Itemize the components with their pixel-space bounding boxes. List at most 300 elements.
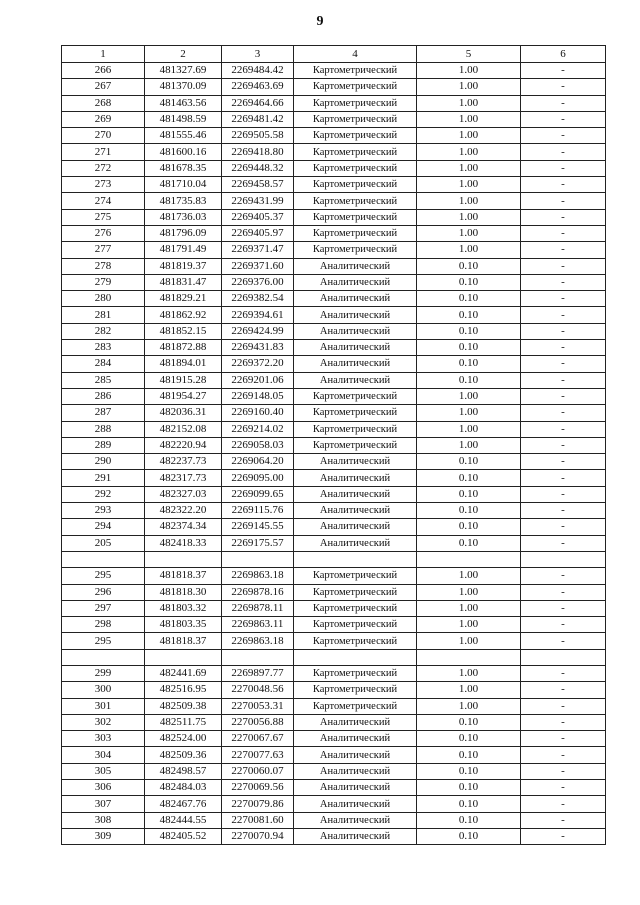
x-coordinate-cell: 482498.57 — [145, 763, 222, 779]
accuracy-cell: 0.10 — [417, 763, 521, 779]
point-number-cell: 290 — [62, 454, 145, 470]
method-cell: Аналитический — [294, 747, 417, 763]
method-cell: Аналитический — [294, 812, 417, 828]
note-cell: - — [521, 698, 606, 714]
note-cell: - — [521, 160, 606, 176]
x-coordinate-cell: 481831.47 — [145, 274, 222, 290]
table-row — [62, 128, 606, 144]
x-coordinate-cell: 481818.30 — [145, 584, 222, 600]
y-coordinate-cell: 2269431.83 — [222, 340, 294, 356]
method-cell: Картометрический — [294, 584, 417, 600]
table-row — [62, 95, 606, 111]
empty-cell — [521, 551, 606, 567]
table-row — [62, 258, 606, 274]
method-cell: Картометрический — [294, 177, 417, 193]
note-cell: - — [521, 633, 606, 649]
table-row — [62, 617, 606, 633]
point-number-cell: 286 — [62, 388, 145, 404]
table-row — [62, 437, 606, 453]
method-cell: Картометрический — [294, 633, 417, 649]
method-cell: Аналитический — [294, 503, 417, 519]
method-cell: Аналитический — [294, 470, 417, 486]
method-cell: Аналитический — [294, 780, 417, 796]
note-cell: - — [521, 242, 606, 258]
x-coordinate-cell: 482317.73 — [145, 470, 222, 486]
accuracy-cell: 0.10 — [417, 258, 521, 274]
method-cell: Аналитический — [294, 535, 417, 551]
x-coordinate-cell: 481954.27 — [145, 388, 222, 404]
accuracy-cell: 1.00 — [417, 584, 521, 600]
empty-cell — [417, 551, 521, 567]
empty-cell — [145, 649, 222, 665]
method-cell: Картометрический — [294, 160, 417, 176]
point-number-cell: 288 — [62, 421, 145, 437]
point-number-cell: 309 — [62, 828, 145, 844]
method-cell: Картометрический — [294, 193, 417, 209]
accuracy-cell: 1.00 — [417, 225, 521, 241]
accuracy-cell: 0.10 — [417, 291, 521, 307]
table-row — [62, 486, 606, 502]
table-row — [62, 796, 606, 812]
y-coordinate-cell: 2269481.42 — [222, 111, 294, 127]
accuracy-cell: 1.00 — [417, 160, 521, 176]
method-cell: Картометрический — [294, 665, 417, 681]
empty-cell — [62, 551, 145, 567]
method-cell: Картометрический — [294, 437, 417, 453]
accuracy-cell: 1.00 — [417, 128, 521, 144]
method-cell: Картометрический — [294, 682, 417, 698]
accuracy-cell: 0.10 — [417, 519, 521, 535]
accuracy-cell: 0.10 — [417, 323, 521, 339]
table-row — [62, 470, 606, 486]
table-row — [62, 535, 606, 551]
note-cell: - — [521, 437, 606, 453]
method-cell: Аналитический — [294, 307, 417, 323]
note-cell: - — [521, 79, 606, 95]
note-cell: - — [521, 454, 606, 470]
y-coordinate-cell: 2269175.57 — [222, 535, 294, 551]
method-cell: Картометрический — [294, 617, 417, 633]
point-number-cell: 205 — [62, 535, 145, 551]
accuracy-cell: 1.00 — [417, 437, 521, 453]
method-cell: Аналитический — [294, 372, 417, 388]
x-coordinate-cell: 481818.37 — [145, 568, 222, 584]
note-cell: - — [521, 388, 606, 404]
method-cell: Картометрический — [294, 405, 417, 421]
table-header-row — [62, 46, 606, 63]
x-coordinate-cell: 481818.37 — [145, 633, 222, 649]
y-coordinate-cell: 2269897.77 — [222, 665, 294, 681]
table-row — [62, 519, 606, 535]
y-coordinate-cell: 2269405.37 — [222, 209, 294, 225]
accuracy-cell: 1.00 — [417, 111, 521, 127]
table-row — [62, 144, 606, 160]
method-cell: Картометрический — [294, 421, 417, 437]
accuracy-cell: 0.10 — [417, 828, 521, 844]
empty-cell — [417, 649, 521, 665]
x-coordinate-cell: 481819.37 — [145, 258, 222, 274]
x-coordinate-cell: 482444.55 — [145, 812, 222, 828]
table-row — [62, 421, 606, 437]
table-row — [62, 763, 606, 779]
y-coordinate-cell: 2269878.16 — [222, 584, 294, 600]
y-coordinate-cell: 2269464.66 — [222, 95, 294, 111]
x-coordinate-cell: 481555.46 — [145, 128, 222, 144]
x-coordinate-cell: 482511.75 — [145, 714, 222, 730]
x-coordinate-cell: 482322.20 — [145, 503, 222, 519]
empty-cell — [521, 649, 606, 665]
note-cell: - — [521, 372, 606, 388]
accuracy-cell: 1.00 — [417, 144, 521, 160]
accuracy-cell: 1.00 — [417, 600, 521, 616]
x-coordinate-cell: 481498.59 — [145, 111, 222, 127]
point-number-cell: 274 — [62, 193, 145, 209]
x-coordinate-cell: 481852.15 — [145, 323, 222, 339]
note-cell: - — [521, 421, 606, 437]
method-cell: Аналитический — [294, 258, 417, 274]
note-cell: - — [521, 225, 606, 241]
table-row — [62, 503, 606, 519]
method-cell: Аналитический — [294, 714, 417, 730]
method-cell: Аналитический — [294, 356, 417, 372]
accuracy-cell: 1.00 — [417, 665, 521, 681]
accuracy-cell: 1.00 — [417, 682, 521, 698]
point-number-cell: 301 — [62, 698, 145, 714]
accuracy-cell: 1.00 — [417, 177, 521, 193]
method-cell: Картометрический — [294, 111, 417, 127]
point-number-cell: 300 — [62, 682, 145, 698]
table-row — [62, 177, 606, 193]
point-number-cell: 306 — [62, 780, 145, 796]
y-coordinate-cell: 2269372.20 — [222, 356, 294, 372]
x-coordinate-cell: 482374.34 — [145, 519, 222, 535]
table-body — [62, 63, 606, 845]
empty-cell — [222, 649, 294, 665]
note-cell: - — [521, 307, 606, 323]
table-row — [62, 340, 606, 356]
y-coordinate-cell: 2269148.05 — [222, 388, 294, 404]
y-coordinate-cell: 2269863.18 — [222, 633, 294, 649]
accuracy-cell: 1.00 — [417, 388, 521, 404]
point-number-cell: 291 — [62, 470, 145, 486]
point-number-cell: 304 — [62, 747, 145, 763]
x-coordinate-cell: 482509.36 — [145, 747, 222, 763]
method-cell: Картометрический — [294, 128, 417, 144]
y-coordinate-cell: 2269424.99 — [222, 323, 294, 339]
group-separator-row — [62, 551, 606, 567]
x-coordinate-cell: 481872.88 — [145, 340, 222, 356]
point-number-cell: 303 — [62, 731, 145, 747]
point-number-cell: 295 — [62, 568, 145, 584]
accuracy-cell: 1.00 — [417, 95, 521, 111]
y-coordinate-cell: 2269863.18 — [222, 568, 294, 584]
column-header: 6 — [521, 46, 606, 63]
column-header: 3 — [222, 46, 294, 63]
note-cell: - — [521, 274, 606, 290]
accuracy-cell: 1.00 — [417, 79, 521, 95]
point-number-cell: 289 — [62, 437, 145, 453]
point-number-cell: 282 — [62, 323, 145, 339]
x-coordinate-cell: 481370.09 — [145, 79, 222, 95]
method-cell: Картометрический — [294, 225, 417, 241]
note-cell: - — [521, 111, 606, 127]
group-separator-row — [62, 649, 606, 665]
accuracy-cell: 0.10 — [417, 812, 521, 828]
table-row — [62, 323, 606, 339]
table-row — [62, 291, 606, 307]
x-coordinate-cell: 481862.92 — [145, 307, 222, 323]
x-coordinate-cell: 482467.76 — [145, 796, 222, 812]
table-row — [62, 242, 606, 258]
point-number-cell: 307 — [62, 796, 145, 812]
point-number-cell: 276 — [62, 225, 145, 241]
column-header: 5 — [417, 46, 521, 63]
note-cell: - — [521, 600, 606, 616]
point-number-cell: 284 — [62, 356, 145, 372]
table-row — [62, 665, 606, 681]
note-cell: - — [521, 128, 606, 144]
method-cell: Картометрический — [294, 144, 417, 160]
y-coordinate-cell: 2269394.61 — [222, 307, 294, 323]
accuracy-cell: 1.00 — [417, 568, 521, 584]
table-row — [62, 731, 606, 747]
y-coordinate-cell: 2270056.88 — [222, 714, 294, 730]
accuracy-cell: 0.10 — [417, 714, 521, 730]
accuracy-cell: 0.10 — [417, 535, 521, 551]
table-row — [62, 79, 606, 95]
y-coordinate-cell: 2269505.58 — [222, 128, 294, 144]
y-coordinate-cell: 2269214.02 — [222, 421, 294, 437]
point-number-cell: 281 — [62, 307, 145, 323]
accuracy-cell: 1.00 — [417, 698, 521, 714]
point-number-cell: 308 — [62, 812, 145, 828]
note-cell: - — [521, 682, 606, 698]
x-coordinate-cell: 482441.69 — [145, 665, 222, 681]
y-coordinate-cell: 2270053.31 — [222, 698, 294, 714]
y-coordinate-cell: 2269878.11 — [222, 600, 294, 616]
method-cell: Аналитический — [294, 274, 417, 290]
empty-cell — [62, 649, 145, 665]
note-cell: - — [521, 584, 606, 600]
y-coordinate-cell: 2269484.42 — [222, 63, 294, 79]
point-number-cell: 297 — [62, 600, 145, 616]
note-cell: - — [521, 828, 606, 844]
x-coordinate-cell: 482418.33 — [145, 535, 222, 551]
note-cell: - — [521, 763, 606, 779]
note-cell: - — [521, 63, 606, 79]
x-coordinate-cell: 482509.38 — [145, 698, 222, 714]
table-row — [62, 193, 606, 209]
method-cell: Аналитический — [294, 731, 417, 747]
point-number-cell: 292 — [62, 486, 145, 502]
x-coordinate-cell: 481894.01 — [145, 356, 222, 372]
y-coordinate-cell: 2270069.56 — [222, 780, 294, 796]
x-coordinate-cell: 482327.03 — [145, 486, 222, 502]
note-cell: - — [521, 780, 606, 796]
method-cell: Картометрический — [294, 95, 417, 111]
method-cell: Аналитический — [294, 486, 417, 502]
note-cell: - — [521, 665, 606, 681]
point-number-cell: 271 — [62, 144, 145, 160]
accuracy-cell: 1.00 — [417, 193, 521, 209]
note-cell: - — [521, 731, 606, 747]
x-coordinate-cell: 482036.31 — [145, 405, 222, 421]
method-cell: Аналитический — [294, 340, 417, 356]
table-row — [62, 568, 606, 584]
point-number-cell: 280 — [62, 291, 145, 307]
y-coordinate-cell: 2269371.47 — [222, 242, 294, 258]
table-row — [62, 356, 606, 372]
accuracy-cell: 0.10 — [417, 340, 521, 356]
y-coordinate-cell: 2269418.80 — [222, 144, 294, 160]
y-coordinate-cell: 2270060.07 — [222, 763, 294, 779]
table-row — [62, 225, 606, 241]
column-header: 4 — [294, 46, 417, 63]
point-number-cell: 278 — [62, 258, 145, 274]
x-coordinate-cell: 482484.03 — [145, 780, 222, 796]
point-number-cell: 293 — [62, 503, 145, 519]
note-cell: - — [521, 714, 606, 730]
point-number-cell: 299 — [62, 665, 145, 681]
point-number-cell: 275 — [62, 209, 145, 225]
accuracy-cell: 0.10 — [417, 503, 521, 519]
method-cell: Картометрический — [294, 698, 417, 714]
method-cell: Картометрический — [294, 242, 417, 258]
y-coordinate-cell: 2269145.55 — [222, 519, 294, 535]
note-cell: - — [521, 323, 606, 339]
method-cell: Аналитический — [294, 519, 417, 535]
note-cell: - — [521, 796, 606, 812]
y-coordinate-cell: 2269371.60 — [222, 258, 294, 274]
note-cell: - — [521, 470, 606, 486]
table-row — [62, 780, 606, 796]
point-number-cell: 287 — [62, 405, 145, 421]
point-number-cell: 298 — [62, 617, 145, 633]
table-row — [62, 405, 606, 421]
method-cell: Аналитический — [294, 291, 417, 307]
method-cell: Картометрический — [294, 568, 417, 584]
x-coordinate-cell: 481803.32 — [145, 600, 222, 616]
x-coordinate-cell: 481710.04 — [145, 177, 222, 193]
note-cell: - — [521, 144, 606, 160]
y-coordinate-cell: 2269431.99 — [222, 193, 294, 209]
table-row — [62, 682, 606, 698]
accuracy-cell: 0.10 — [417, 486, 521, 502]
method-cell: Аналитический — [294, 828, 417, 844]
accuracy-cell: 1.00 — [417, 633, 521, 649]
y-coordinate-cell: 2269448.32 — [222, 160, 294, 176]
x-coordinate-cell: 482237.73 — [145, 454, 222, 470]
y-coordinate-cell: 2269115.76 — [222, 503, 294, 519]
point-number-cell: 273 — [62, 177, 145, 193]
coordinates-table — [61, 45, 606, 845]
note-cell: - — [521, 519, 606, 535]
table-row — [62, 372, 606, 388]
column-header: 2 — [145, 46, 222, 63]
note-cell: - — [521, 486, 606, 502]
point-number-cell: 267 — [62, 79, 145, 95]
x-coordinate-cell: 481678.35 — [145, 160, 222, 176]
accuracy-cell: 0.10 — [417, 307, 521, 323]
accuracy-cell: 1.00 — [417, 242, 521, 258]
table-row — [62, 307, 606, 323]
empty-cell — [294, 551, 417, 567]
accuracy-cell: 0.10 — [417, 731, 521, 747]
method-cell: Картометрический — [294, 388, 417, 404]
note-cell: - — [521, 209, 606, 225]
x-coordinate-cell: 481803.35 — [145, 617, 222, 633]
y-coordinate-cell: 2269463.69 — [222, 79, 294, 95]
table-row — [62, 828, 606, 844]
accuracy-cell: 1.00 — [417, 421, 521, 437]
y-coordinate-cell: 2270081.60 — [222, 812, 294, 828]
note-cell: - — [521, 340, 606, 356]
y-coordinate-cell: 2269095.00 — [222, 470, 294, 486]
y-coordinate-cell: 2269405.97 — [222, 225, 294, 241]
note-cell: - — [521, 503, 606, 519]
x-coordinate-cell: 481791.49 — [145, 242, 222, 258]
method-cell: Картометрический — [294, 63, 417, 79]
table-row — [62, 600, 606, 616]
point-number-cell: 285 — [62, 372, 145, 388]
point-number-cell: 294 — [62, 519, 145, 535]
point-number-cell: 296 — [62, 584, 145, 600]
method-cell: Аналитический — [294, 796, 417, 812]
table-row — [62, 698, 606, 714]
x-coordinate-cell: 481829.21 — [145, 291, 222, 307]
note-cell: - — [521, 177, 606, 193]
x-coordinate-cell: 481915.28 — [145, 372, 222, 388]
x-coordinate-cell: 482220.94 — [145, 437, 222, 453]
y-coordinate-cell: 2269458.57 — [222, 177, 294, 193]
point-number-cell: 266 — [62, 63, 145, 79]
table-row — [62, 111, 606, 127]
y-coordinate-cell: 2269863.11 — [222, 617, 294, 633]
accuracy-cell: 0.10 — [417, 780, 521, 796]
accuracy-cell: 0.10 — [417, 274, 521, 290]
x-coordinate-cell: 481736.03 — [145, 209, 222, 225]
accuracy-cell: 1.00 — [417, 209, 521, 225]
table-row — [62, 388, 606, 404]
table-row — [62, 209, 606, 225]
table-row — [62, 714, 606, 730]
y-coordinate-cell: 2269058.03 — [222, 437, 294, 453]
empty-cell — [294, 649, 417, 665]
x-coordinate-cell: 482152.08 — [145, 421, 222, 437]
y-coordinate-cell: 2270077.63 — [222, 747, 294, 763]
note-cell: - — [521, 356, 606, 372]
table-row — [62, 584, 606, 600]
accuracy-cell: 0.10 — [417, 454, 521, 470]
table-row — [62, 454, 606, 470]
note-cell: - — [521, 95, 606, 111]
table-row — [62, 63, 606, 79]
x-coordinate-cell: 481735.83 — [145, 193, 222, 209]
y-coordinate-cell: 2270067.67 — [222, 731, 294, 747]
y-coordinate-cell: 2270079.86 — [222, 796, 294, 812]
accuracy-cell: 1.00 — [417, 405, 521, 421]
method-cell: Картометрический — [294, 209, 417, 225]
table-row — [62, 274, 606, 290]
note-cell: - — [521, 405, 606, 421]
accuracy-cell: 0.10 — [417, 356, 521, 372]
y-coordinate-cell: 2269382.54 — [222, 291, 294, 307]
table-row — [62, 633, 606, 649]
point-number-cell: 277 — [62, 242, 145, 258]
x-coordinate-cell: 482516.95 — [145, 682, 222, 698]
method-cell: Картометрический — [294, 79, 417, 95]
note-cell: - — [521, 747, 606, 763]
